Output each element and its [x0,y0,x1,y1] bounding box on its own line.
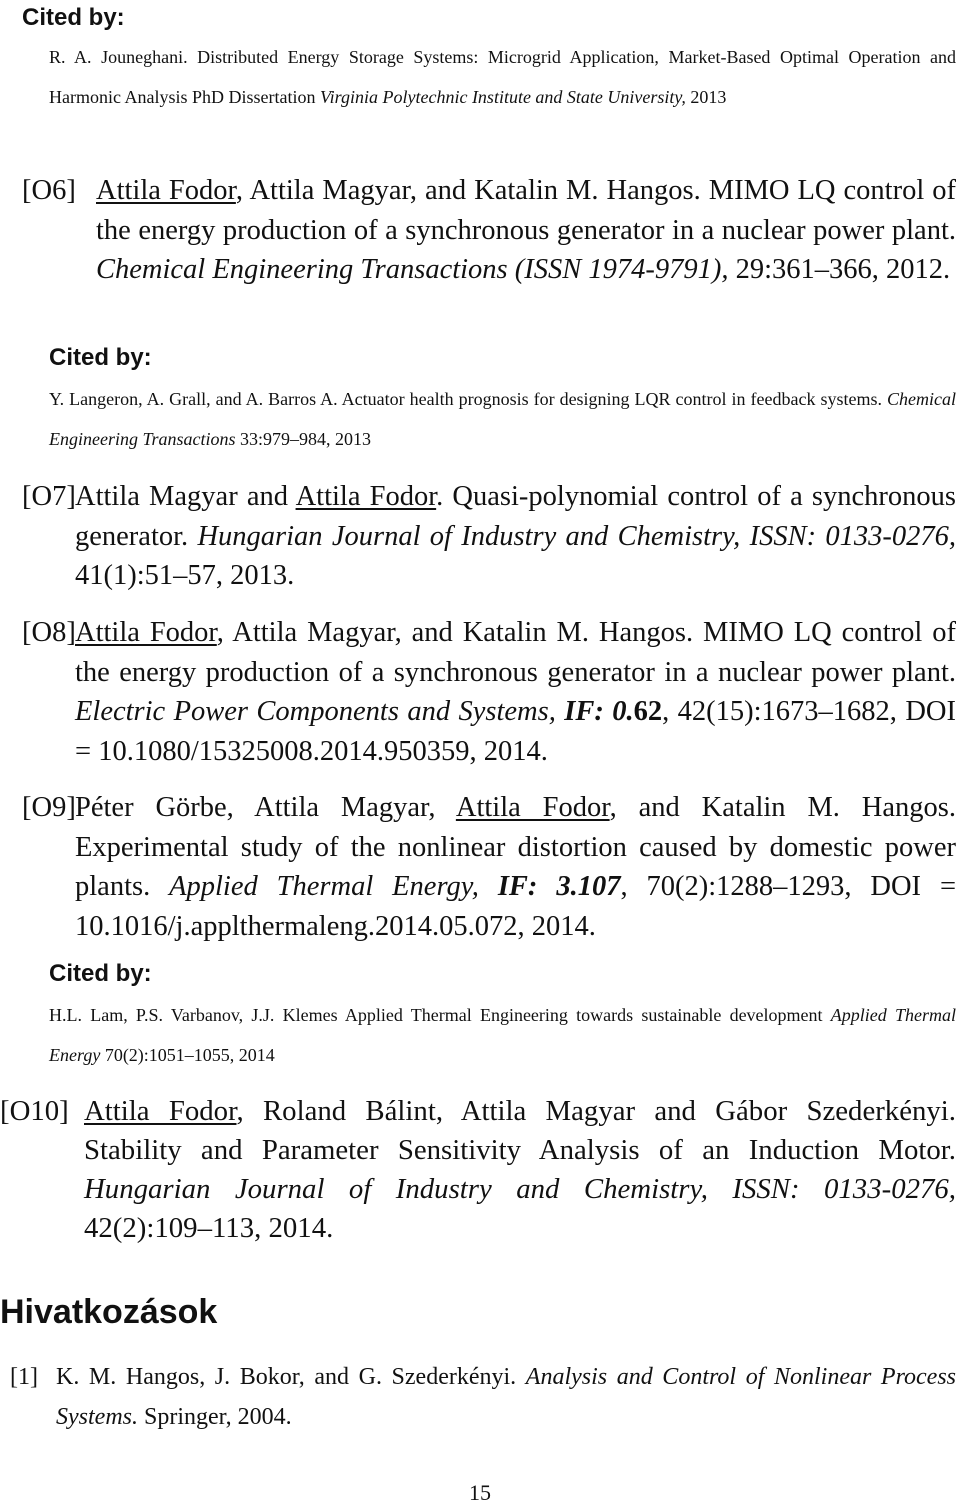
reference-label: [1] [10,1364,38,1390]
impact-factor: IF: 0. [564,696,634,727]
cited-by-heading: Cited by: [49,960,152,987]
highlighted-author: Attila Fodor [96,175,236,206]
impact-factor: IF: 3.107 [497,871,621,902]
cited-by-heading: Cited by: [49,344,152,371]
publication-label: [O6] [22,175,76,206]
publication-venue: Hungarian Journal of Industry and Chemistry, ISSN: 0133-0276, [197,520,956,552]
publication-o6 [22,171,956,290]
publication-label: [O10] [0,1095,69,1127]
publication-title: . Quasi-polynomial control of a synchronous generator. [75,481,956,552]
citation-details: 33:979–984, 2013 [235,429,372,449]
page-number: 15 [469,1480,491,1505]
citation-title: Actuator health prognosis for designing LQR control in feedback systems. [341,389,887,409]
reference-title: Analysis and Control of Nonlinear Process Systems. [56,1364,956,1430]
publication-venue: Applied Thermal Energy, [169,871,498,902]
publication-venue: Hungarian Journal of Industry and Chemistry, ISSN: 0133-0276, [84,1173,956,1205]
highlighted-author: Attila Fodor [84,1095,237,1127]
publication-authors: , Roland Bálint, Attila Magyar and Gábor Szederkényi. [236,1095,956,1127]
publication-details: , 70(2):1288–1293, DOI = 10.1016/j.applthermaleng.2014.05.072, 2014. [75,871,957,942]
cited-by-heading: Cited by: [22,4,125,31]
highlighted-author: Attila Fodor [295,481,437,512]
citation-authors: H.L. Lam, P.S. Varbanov, J.J. Klemes [49,1005,345,1025]
citation-authors: R. A. Jouneghani. [49,47,198,67]
publication-venue: Electric Power Components and Systems, [75,696,565,727]
citation-entry [49,379,956,459]
publication-title: MIMO LQ control of the energy production of a synchronous generator in a nuclear power plant. [96,175,957,246]
publication-label: [O9] [22,792,76,823]
citation-title: Distributed Energy Storage Systems: Microgrid Application, Market-Based Optimal Operation and Harmonic Analysis PhD Dissertation [49,47,957,107]
publication-details: 42(2):109–113, 2014. [84,1212,334,1244]
publication-body [75,788,956,946]
section-heading: Hivatkozások [0,1293,218,1331]
publication-title: Stability and Parameter Sensitivity Analysis of an Induction Motor. [84,1134,956,1166]
publication-body [75,477,956,596]
citation-authors: Y. Langeron, A. Grall, and A. Barros A. [49,389,342,409]
citation-year: 2013 [685,87,727,107]
publication-label: [O7] [22,481,76,512]
publication-o7 [22,477,956,596]
reference-details: Springer, 2004. [137,1404,292,1430]
publication-authors: , Attila Magyar, and Katalin M. Hangos. [216,617,704,648]
publication-authors: , Attila Magyar, and Katalin M. Hangos. [235,175,709,206]
publication-authors: Péter Görbe, Attila Magyar, [75,792,456,823]
publication-details: 41(1):51–57, 2013. [75,560,295,591]
publication-authors: , and Katalin M. Hangos. [609,792,957,823]
reference-body [56,1357,956,1437]
publication-body [75,613,956,771]
impact-factor-value: 62 [633,696,663,727]
publication-o8 [22,613,956,771]
publication-body [96,171,956,290]
citation-details: 70(2):1051–1055, 2014 [100,1045,275,1065]
citation-venue: Chemical Engineering Transactions [49,389,956,449]
citation-title: Applied Thermal Engineering towards sustainable development [344,1005,831,1025]
publication-details: , 42(15):1673–1682, DOI = 10.1080/15325008.2014.950359, 2014. [75,696,956,767]
publication-o10 [0,1092,956,1248]
publication-title: MIMO LQ control of the energy production of a synchronous generator in a nuclear power plant. [75,617,956,688]
publication-venue: Chemical Engineering Transactions (ISSN 1974-9791), [96,254,729,285]
publication-details: 29:361–366, 2012. [728,254,951,285]
citation-venue: Applied Thermal Energy [49,1005,956,1065]
citation-entry [49,37,956,117]
reference-authors: K. M. Hangos, J. Bokor, and G. Szederkényi. [56,1364,526,1390]
publication-title: Experimental study of the nonlinear distortion caused by domestic power plants. [75,831,956,902]
citation-venue: Virginia Polytechnic Institute and State University, [319,87,686,107]
publication-authors: Attila Magyar and [75,481,296,512]
publication-label: [O8] [22,617,76,648]
reference-1 [10,1357,956,1437]
publication-o9 [22,788,956,946]
publication-body [84,1092,956,1248]
citation-entry [49,995,956,1075]
highlighted-author: Attila Fodor [75,617,217,648]
highlighted-author: Attila Fodor [455,792,610,823]
